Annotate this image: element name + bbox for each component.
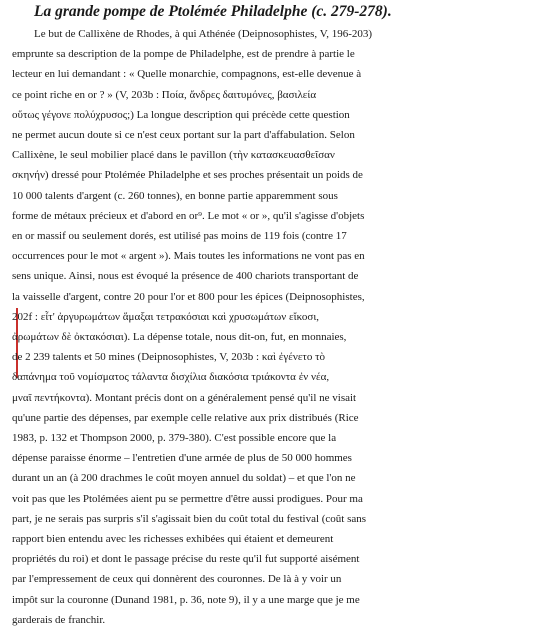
text-line: οὕτως γέγονε πολύχρυσος;) La longue description qui précède cette question xyxy=(12,108,350,121)
text-line: impôt sur la couronne (Dunand 1981, p. 36, note 9), il y a une marge que je me xyxy=(12,593,360,606)
text-line: durant un an (à 200 drachmes le coût moyen annuel du soldat) – et que l'on ne xyxy=(12,472,356,485)
text-line: ne permet aucun doute si ce n'est ceux portant sur la part d'affabulation. Selon xyxy=(12,129,355,141)
text-line: part, je ne serais pas surpris s'il s'agissait bien du coût total du festival (coût sans xyxy=(12,512,367,525)
text-line: occurrences pour le mot « argent »). Mais toutes les informations ne vont pas en xyxy=(12,250,365,263)
text-line: ce point riche en or ? » (V, 203b : Ποία, ἄνδρες δαιτυμόνες, βασιλεία xyxy=(12,88,317,101)
text-line: ἀρωμάτων δὲ ὀκτακόσιαι). La dépense totale, nous dit-on, fut, en monnaies, xyxy=(12,331,347,343)
text-line: garderais de franchir. xyxy=(12,613,106,626)
text-line: de 2 239 talents et 50 mines (Deipnosophistes, V, 203b : καὶ ἐγένετο τὸ xyxy=(12,351,326,364)
text-line: 202f : εἶτ' ἀργυρωμάτων ἅμαξαι τετρακόσιαι καὶ χρυσωμάτων εἴκοσι, xyxy=(12,310,320,323)
text-line: qu'une partie des dépenses, par exemple celle relative aux prix distribués (Rice xyxy=(12,411,359,424)
text-line: propriétés du roi) et dont le passage précise du reste qu'il fut supporté aisément xyxy=(12,553,360,566)
text-line: dépense paraisse énorme – l'entretien d'une armée de plus de 50 000 hommes xyxy=(12,452,352,465)
text-line: en or massif ou seulement dorés, est utilisé pas moins de 119 fois (contre 17 xyxy=(12,230,347,242)
text-line: rapport bien entendu avec les richesses exhibées qui étaient et demeurent xyxy=(12,533,334,545)
text-line: 10 000 talents d'argent (c. 260 tonnes), en bonne partie apparemment sous xyxy=(12,189,338,202)
text-line: μναῖ πεντήκοντα). Montant précis dont on a généralement pensé qu'il ne visait xyxy=(12,391,357,404)
text-line: la vaisselle d'argent, contre 20 pour l'or et 800 pour les épices (Deipnosophistes, xyxy=(12,290,365,303)
text-line: lecteur en lui demandant : « Quelle monarchie, compagnons, est-elle devenue à xyxy=(12,68,362,81)
text-line: emprunte sa description de la pompe de Philadelphe, est de prendre à partie le xyxy=(12,48,355,61)
text-line: Le but de Callixène de Rhodes, à qui Athénée (Deipnosophistes, V, 196-203) xyxy=(34,28,373,40)
text-line: sens unique. Ainsi, nous est évoqué la présence de 400 chariots transportant de xyxy=(12,270,359,283)
section-heading: La grande pompe de Ptolémée Philadelphe (c. 279-278). xyxy=(34,3,392,20)
text-line: Callixène, le seul mobilier placé dans le pavillon (τὴν κατασκευασθεῖσαν xyxy=(12,149,335,162)
text-line: par l'empressement de ceux qui donnèrent des couronnes. De là à y voir un xyxy=(12,573,342,586)
text-line: 1983, p. 132 et Thompson 2000, p. 379-380). C'est possible encore que la xyxy=(12,432,337,444)
text-line: δαπάνημα τοῦ νομίσματος τάλαντα δισχίλια διακόσια τριάκοντα ἐν νέα, xyxy=(12,371,330,384)
text-line: forme de métaux précieux et d'abord en or⁹. Le mot « or », qu'il s'agisse d'objets xyxy=(12,209,365,222)
text-line: voit pas que les Ptolémées aient pu se permettre d'être aussi prodigues. Pour ma xyxy=(12,492,363,505)
text-line: σκηνήν) dressé pour Ptolémée Philadelphe et ses proches présentait un poids de xyxy=(12,169,363,182)
